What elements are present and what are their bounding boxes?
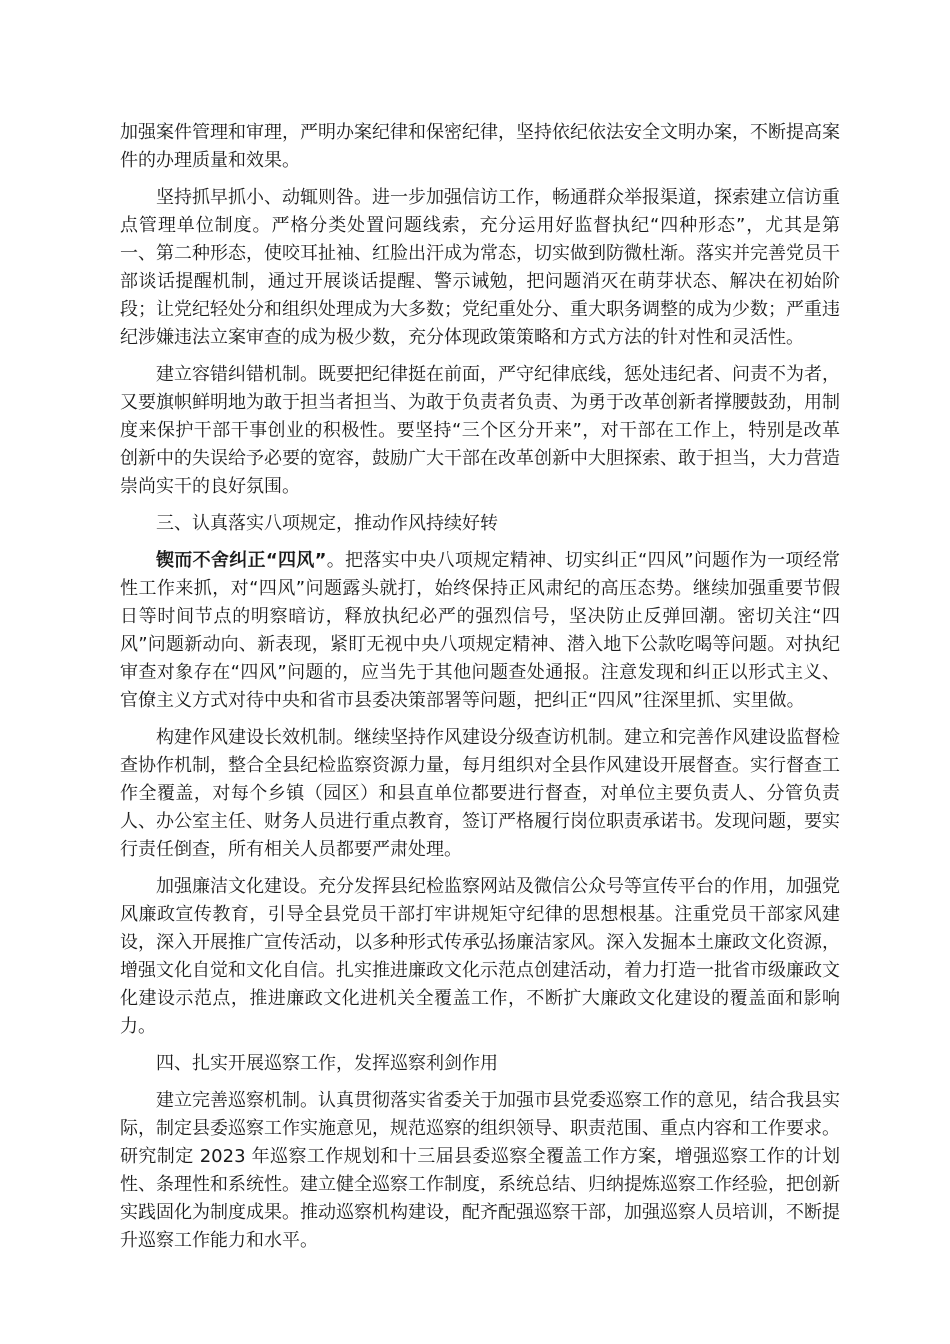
paragraph-work-style-mechanism: 构建作风建设长效机制。继续坚持作风建设分级查访机制。建立和完善作风建设监督检查协作机制，整合全县纪检监察资源力量，每月组织对全县作风建设开展督查。实行督查工作全覆盖，对每个乡镇（园区）和县直单位都要进行督查，对单位主要负责人、分管负责人、办公室主任、财务人员进行重点教育，签订严格履行岗位职责承诺书。发现问题，要实行责任倒查，所有相关人员都要严肃处理。 [120, 727, 840, 860]
paragraph-lead-four-winds: 锲而不舍纠正“四风” [156, 550, 327, 571]
paragraph-case-management: 加强案件管理和审理，严明办案纪律和保密纪律，坚持依纪依法安全文明办案，不断提高案件的办理质量和效果。 [120, 122, 840, 171]
section-heading-four: 四、扎实开展巡察工作，发挥巡察利剑作用 [156, 1053, 498, 1074]
section-heading-three: 三、认真落实八项规定，推动作风持续好转 [156, 513, 498, 534]
paragraph-error-tolerance: 建立容错纠错机制。既要把纪律挺在前面，严守纪律底线，惩处违纪者、问责不为者，又要旗帜鲜明地为敢于担当者担当、为敢于负责者负责、为勇于改革创新者撑腰鼓劲，用制度来保护干部干事创业的积极性。要坚持“三个区分开来”，对干部在工作上，特别是改革创新中的失误给予必要的宽容，鼓励广大干部在改革创新中大胆探索、敢于担当，大力营造崇尚实干的良好氛围。 [120, 364, 840, 497]
paragraph-four-winds-body: 。把落实中央八项规定精神、切实纠正“四风”问题作为一项经常性工作来抓，对“四风”问题露头就打，始终保持正风肃纪的高压态势。继续加强重要节假日等时间节点的明察暗访，释放执纪必严的强烈信号，坚决防止反弹回潮。密切关注“四风”问题新动向、新表现，紧盯无视中央八项规定精神、潜入地下公款吃喝等问题。对执纪审查对象存在“四风”问题的，应当先于其他问题查处通报。注意发现和纠正以形式主义、官僚主义方式对待中央和省市县委决策部署等问题，把纠正“四风”往深里抓、实里做。 [120, 550, 840, 711]
paragraph-early-intervention: 坚持抓早抓小、动辄则咎。进一步加强信访工作，畅通群众举报渠道，探索建立信访重点管理单位制度。严格分类处置问题线索，充分运用好监督执纪“四种形态”，尤其是第一、第二种形态，使咬耳扯袖、红脸出汗成为常态，切实做到防微杜渐。落实并完善党员干部谈话提醒机制，通过开展谈话提醒、警示诫勉，把问题消灭在萌芽状态、解决在初始阶段；让党纪轻处分和组织处理成为大多数；党纪重处分、重大职务调整的成为少数；严重违纪涉嫌违法立案审查的成为极少数，充分体现政策策略和方式方法的针对性和灵活性。 [120, 187, 840, 348]
paragraph-integrity-culture: 加强廉洁文化建设。充分发挥县纪检监察网站及微信公众号等宣传平台的作用，加强党风廉政宣传教育，引导全县党员干部打牢讲规矩守纪律的思想根基。注重党员干部家风建设，深入开展推广宣传活动，以多种形式传承弘扬廉洁家风。深入发掘本土廉政文化资源，增强文化自觉和文化自信。扎实推进廉政文化示范点创建活动，着力打造一批省市级廉政文化建设示范点，推进廉政文化进机关全覆盖工作，不断扩大廉政文化建设的覆盖面和影响力。 [120, 876, 840, 1037]
paragraph-inspection-mechanism: 建立完善巡察机制。认真贯彻落实省委关于加强市县党委巡察工作的意见，结合我县实际，制定县委巡察工作实施意见，规范巡察的组织领导、职责范围、重点内容和工作要求。研究制定 2023 年巡察工作规划和十三届县委巡察全覆盖工作方案，增强巡察工作的计划性、条理性和系统性。建立健全巡察工作制度，系统总结、归纳提炼巡察工作经验，把创新实践固化为制度成果。推动巡察机构建设，配齐配强巡察干部，加强巡察人员培训，不断提升巡察工作能力和水平。 [120, 1090, 840, 1251]
paragraph-four-winds [120, 547, 840, 715]
document-body [120, 119, 840, 1264]
